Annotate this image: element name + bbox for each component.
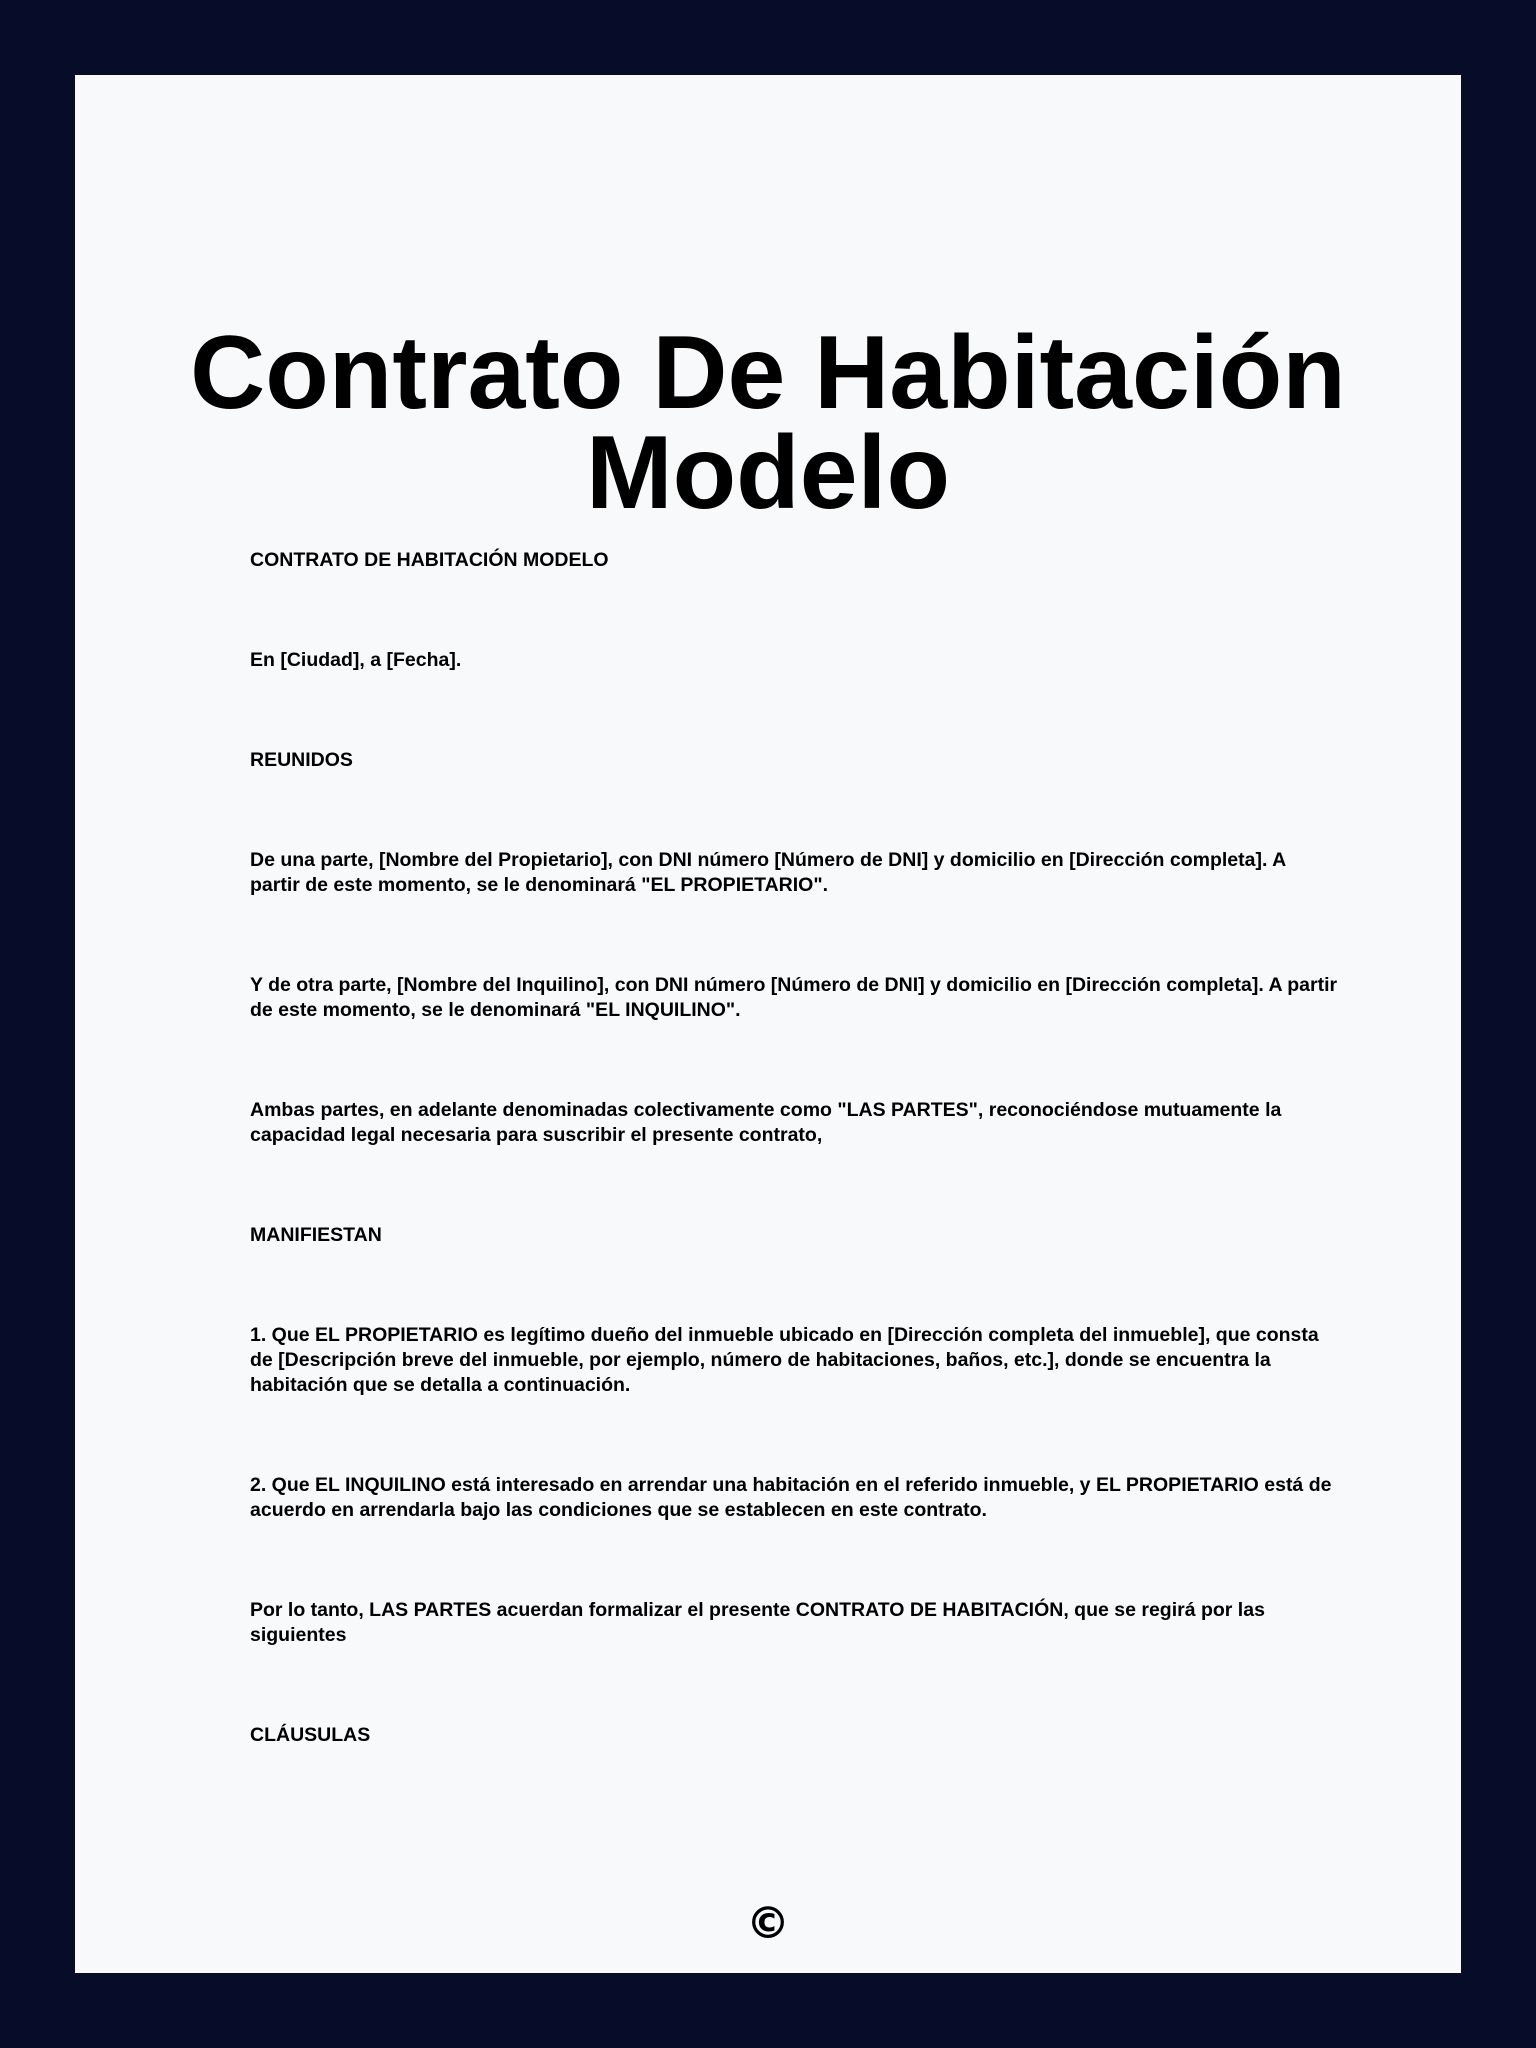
tenant-paragraph: Y de otra parte, [Nombre del Inquilino], con DNI número [Número de DNI] y domicilio en [Dirección completa]. A partir de este momento, se le denominará "EL INQUILINO".	[250, 974, 1338, 1021]
document-title: Contrato De Habitación Modelo	[190, 315, 1346, 531]
statement-1: 1. Que EL PROPIETARIO es legítimo dueño del inmueble ubicado en [Dirección completa del inmueble], que consta de [Descripción breve del inmueble, por ejemplo, número de habitaciones, baños, etc.], donde se encuentra la habitación que se detalla a continuación.	[250, 1324, 1319, 1396]
copyright-icon: ©	[746, 1898, 790, 1949]
landlord-paragraph: De una parte, [Nombre del Propietario], con DNI número [Número de DNI] y domicilio en [Dirección completa]. A partir de este momento, se le denominará "EL PROPIETARIO".	[250, 849, 1286, 896]
document-page	[75, 75, 1461, 1973]
place-date-line: En [Ciudad], a [Fecha].	[250, 649, 462, 671]
section-heading-clausulas: CLÁUSULAS	[250, 1724, 371, 1746]
section-heading-reunidos: REUNIDOS	[250, 749, 353, 771]
document-heading: CONTRATO DE HABITACIÓN MODELO	[250, 549, 609, 571]
section-heading-manifiestan: MANIFIESTAN	[250, 1224, 382, 1246]
statement-2: 2. Que EL INQUILINO está interesado en arrendar una habitación en el referido inmueble, y EL PROPIETARIO está de acuerdo en arrendarla bajo las condiciones que se establecen en este contrato.	[250, 1474, 1332, 1521]
parties-paragraph: Ambas partes, en adelante denominadas colectivamente como "LAS PARTES", reconociéndose mutuamente la capacidad legal necesaria para suscribir el presente contrato,	[250, 1099, 1282, 1146]
agreement-paragraph: Por lo tanto, LAS PARTES acuerdan formalizar el presente CONTRATO DE HABITACIÓN, que se regirá por las siguientes	[250, 1599, 1265, 1646]
